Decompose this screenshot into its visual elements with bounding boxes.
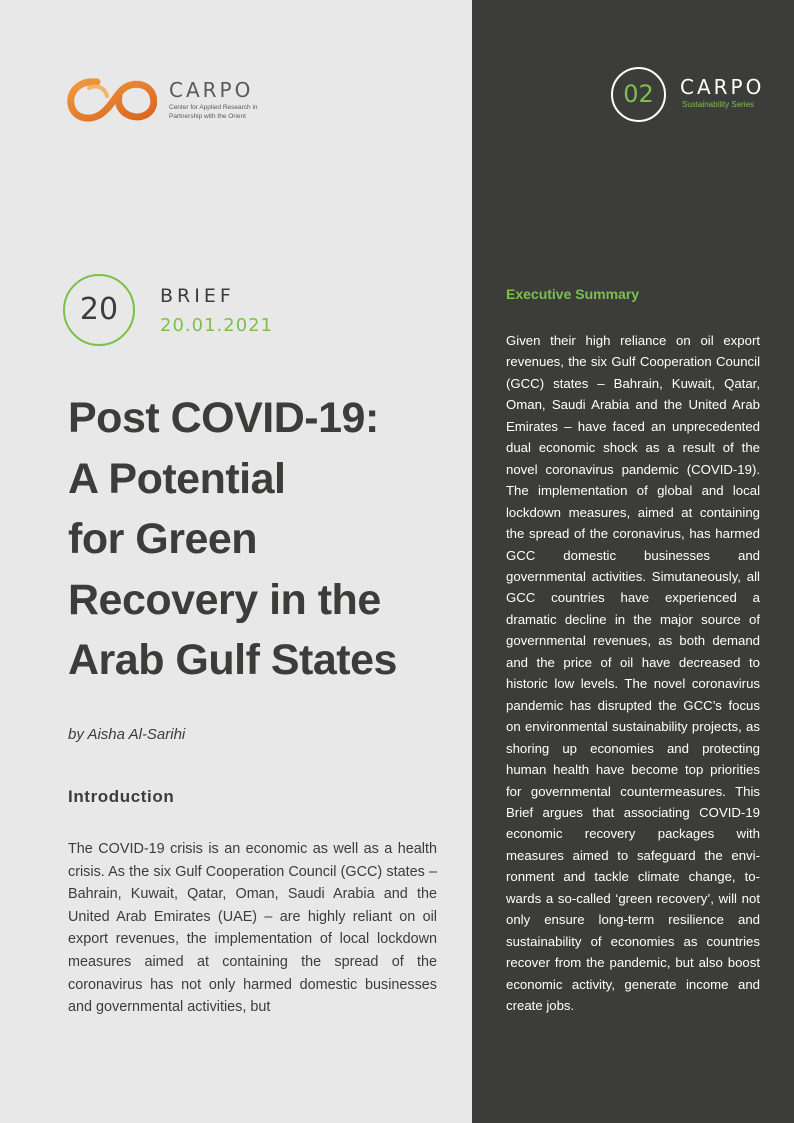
page-title — [68, 388, 458, 691]
title-line: Arab Gulf States — [68, 636, 397, 684]
author-byline: by Aisha Al-Sarihi — [68, 726, 186, 743]
series-wordmark: CARPO — [680, 75, 765, 99]
executive-summary-heading: Executive Summary — [506, 286, 640, 302]
title-line: Post COVID-19: — [68, 394, 379, 442]
introduction-heading: Introduction — [68, 787, 175, 806]
title-line: A Potential — [68, 454, 286, 503]
introduction-text: The COVID-19 crisis is an economic as well as a health crisis. As the six Gulf Cooperation Council (GCC) states – Bahrain, Kuwait, Qatar, Oman, Saudi Arabia and the United Arab Emirates (UAE) – are highly reliant on oil export revenues, the implementation of local lockdown measures aimed at containing the spread of the coronavirus has not only harmed domestic businesses and governmental activities, but — [68, 841, 437, 1016]
brief-date: 20.01.2021 — [160, 315, 274, 336]
carpo-logo — [67, 72, 267, 126]
brief-number-badge: 20 — [63, 274, 135, 346]
series-label: Sustainability Series — [682, 100, 755, 109]
executive-summary-text: Given their high reliance on oil export revenues, the six Gulf Cooperation Council (GCC) states – Bahrain, Kuwait, Qatar, Oman, Saudi Arabia and the United Arab Emirates – have faced an unprecedented dual economic shock as a result of the novel coronavirus pandemic (COVID-19). The implementation of global and local lockdown measures, aimed at containing the spread of the coronavirus, has harmed GCC domestic businesses and governmental activities. Simutaneously, all GCC countries have experienced a dramatic decline in the major source of governmental revenues, as both demand and the price of oil have decreased to historic low levels. The novel coronavirus pandemic has disrupted the GCC’s focus on environmental sustainability projects, as shoring up economies and protecting human health have become top priorities for governmental countermeasures. This Brief argues that associating COVID-19 economic recovery packages with measures aimed to safeguard the environment and tackle climate change, towards a so-called ‘green recovery’, will not only ensure long-term resilience and sustainability of economies as countries recover from the pandemic, but also boost economic activity, generate income and create jobs. — [506, 333, 760, 1014]
logo-wordmark: CARPO — [169, 78, 254, 102]
carpo-infinity-logo-icon — [67, 74, 157, 124]
brief-label: BRIEF — [160, 285, 235, 307]
title-line: for Green — [68, 515, 258, 563]
logo-subtitle: Center for Applied Research in Partnership with the Orient — [169, 104, 258, 120]
title-line: Recovery in the — [68, 575, 381, 624]
series-number-badge: 02 — [611, 67, 666, 122]
